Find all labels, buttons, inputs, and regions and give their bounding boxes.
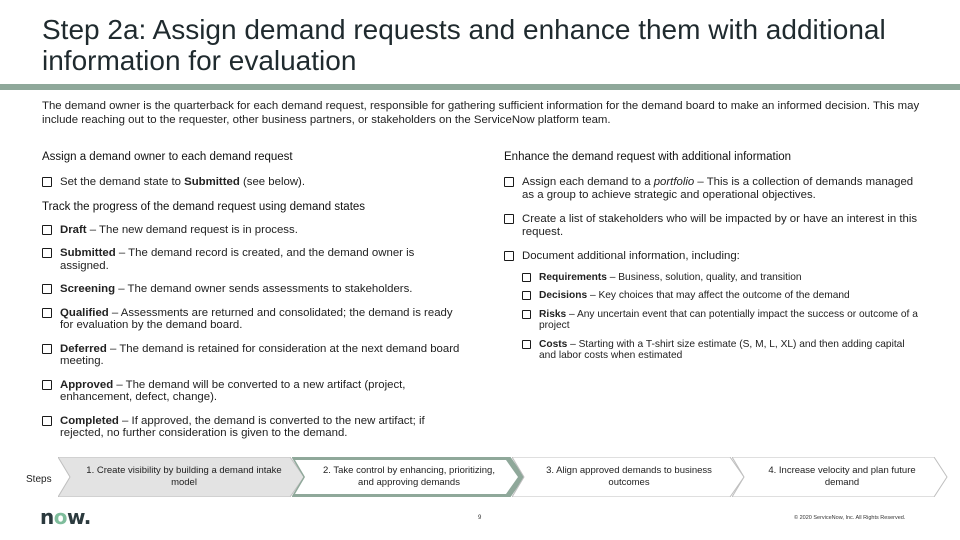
copyright-notice: © 2020 ServiceNow, Inc. All Rights Reserved. xyxy=(794,515,906,521)
steps-chevron-bar xyxy=(58,457,950,497)
stakeholders-item: Create a list of stakeholders who will be impacted by or have an interest in this request. xyxy=(504,213,924,238)
checkbox-icon xyxy=(522,310,531,319)
checkbox-icon xyxy=(522,291,531,300)
checkbox-icon xyxy=(42,380,52,390)
checkbox-icon xyxy=(504,214,514,224)
checkbox-icon xyxy=(522,340,531,349)
left-column xyxy=(42,150,462,451)
state-item-submitted: Submitted – The demand record is created, and the demand owner is assigned. xyxy=(42,247,462,272)
step-chevron-1 xyxy=(58,457,304,497)
checkbox-icon xyxy=(42,344,52,354)
state-item-draft: Draft – The new demand request is in process. xyxy=(42,224,462,237)
portfolio-item: Assign each demand to a portfolio – This is a collection of demands managed as a group to achieve strategic and operational objectives. xyxy=(504,176,924,201)
steps-label: Steps xyxy=(26,474,52,485)
right-column xyxy=(504,150,924,369)
detail-item-costs: Costs – Starting with a T-shirt size estimate (S, M, L, XL) and then adding capital and labor costs when estimated xyxy=(522,339,924,362)
set-state-item: Set the demand state to Submitted (see below). xyxy=(42,176,462,189)
checkbox-icon xyxy=(42,308,52,318)
left-heading: Assign a demand owner to each demand request xyxy=(42,151,293,163)
state-item-screening: Screening – The demand owner sends assessments to stakeholders. xyxy=(42,283,462,296)
state-item-completed: Completed – If approved, the demand is converted to the new artifact; if rejected, no further consideration is given to the demand. xyxy=(42,415,462,440)
step-label-4: 4. Increase velocity and plan future demand xyxy=(768,465,916,488)
state-item-qualified: Qualified – Assessments are returned and consolidated; the demand is ready for evaluation by the demand board. xyxy=(42,307,462,332)
checkbox-icon xyxy=(504,177,514,187)
servicenow-logo: now. xyxy=(40,505,91,529)
step-chevron-3 xyxy=(512,457,744,497)
detail-item-requirements: Requirements – Business, solution, quality, and transition xyxy=(522,272,924,284)
document-item: Document additional information, including: xyxy=(504,250,924,263)
checkbox-icon xyxy=(42,177,52,187)
detail-item-risks: Risks – Any uncertain event that can potentially impact the success or outcome of a project xyxy=(522,309,924,332)
page-number: 9 xyxy=(478,515,482,521)
checkbox-icon xyxy=(42,248,52,258)
step-chevron-4 xyxy=(732,457,948,497)
intro-paragraph: The demand owner is the quarterback for each demand request, responsible for gathering sufficient information for the demand board to make an informed decision. This may include reaching out to the requester, other business partners, or stakeholders on the ServiceNow platform team. xyxy=(42,100,920,126)
checkbox-icon xyxy=(42,284,52,294)
checkbox-icon xyxy=(522,273,531,282)
step-chevron-2 xyxy=(292,457,524,497)
detail-item-decisions: Decisions – Key choices that may affect the outcome of the demand xyxy=(522,290,924,302)
checkbox-icon xyxy=(504,251,514,261)
checkbox-icon xyxy=(42,416,52,426)
title-divider xyxy=(0,84,960,90)
step-label-2: 2. Take control by enhancing, prioritizing, and approving demands xyxy=(323,465,495,488)
detail-list xyxy=(522,272,924,362)
state-item-approved: Approved – The demand will be converted to a new artifact (project, enhancement, defect, change). xyxy=(42,379,462,404)
right-heading: Enhance the demand request with additional information xyxy=(504,151,792,163)
track-heading: Track the progress of the demand request using demand states xyxy=(42,200,366,213)
step-label-3: 3. Align approved demands to business outcomes xyxy=(546,465,712,488)
page-title: Step 2a: Assign demand requests and enhance them with additional information for evaluation xyxy=(42,14,886,76)
step-label-1: 1. Create visibility by building a demand intake model xyxy=(86,465,282,488)
state-item-deferred: Deferred – The demand is retained for consideration at the next demand board meeting. xyxy=(42,343,462,368)
checkbox-icon xyxy=(42,225,52,235)
